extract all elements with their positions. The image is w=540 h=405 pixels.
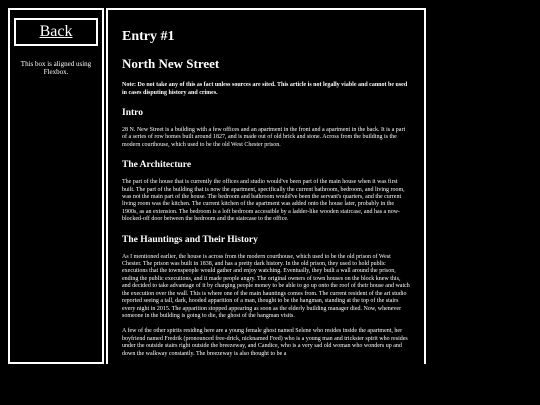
section-heading-architecture: The Architecture (122, 160, 192, 171)
disclaimer: Note: Do not take any of this as fact unless sources are sited. This article is not legally viable and cannot be used in cases disputing history and crimes. (122, 82, 408, 96)
hauntings-paragraph-1: As I mentioned earlier, the house is across from the modern courthouse, which used to be the old prison of West Chester. The prison was built in 1838, and has a pretty dark history. In the old prison, they used to hold public executions that the townspeople would gather and enjoy watching. Eventually, they built a wall around the prison, ending the public executions, and it made people angry. The original owners of town houses on the block knew this, and decided to take advantage of it by charging people money to be able to go up onto the roof of their house and watch the execution over the wall. This is where one of the main hauntings comes from. The current resident of the art studio reported seeing a tall, dark, hooded apparition of a man, thought to be the hangman, standing at the top of the stairs every night in 2015. The apparition stopped appearing as soon as the elderly building manager died. Now, whenever someone in the building is going to die, the ghost of the hangman visits. (122, 253, 410, 319)
architecture-paragraph: The part of the house that is currently the offices and studio would've been part of the main house when it was first built. The part of the building that is now the apartment, specifically the current bathroom, bedroom, and living room, was not the main part of the house. The bedroom and bathroom would've been the servant's quarters, and the current living room was the kitchen. The current kitchen of the apartment was added onto the house later, probably in the 1900s, as an extension. The bedroom is a loft bedroom accessible by a ladder-like wooden staircase, and has a now-blocked-off door between the bedroom and the staircase to the office. (122, 179, 405, 223)
sidebar-note: This box is aligned using Flexbox. (20, 60, 92, 76)
article-panel (106, 8, 426, 364)
back-button[interactable]: Back (14, 18, 98, 46)
intro-paragraph: 28 N. New Street is a building with a few offices and an apartment in the front and a apartment in the back. It is a part of a series of row homes built around 1827, and is made out of old brick and stone. Across from the building is the modern courthouse, which used to be the old West Chester prison. (122, 127, 406, 148)
entry-label: Entry #1 (122, 29, 175, 44)
section-heading-intro: Intro (122, 108, 143, 118)
hauntings-paragraph-2: A few of the other spirits residing here are a young female ghost named Selene who resides inside the apartment, her boyfriend named Fredrik (pronounced free-drick, nicknamed Fred) who is a young man and trickster spirit who resides under the outside stairs right outside the breezeway, and Candice, who is a very sad old woman who wonders up and down the walkway constantly. The breezeway is also thought to be a (122, 328, 408, 357)
page-title: North New Street (122, 56, 220, 71)
sidebar (8, 8, 104, 364)
section-heading-hauntings: The Hauntings and Their History (122, 234, 258, 245)
